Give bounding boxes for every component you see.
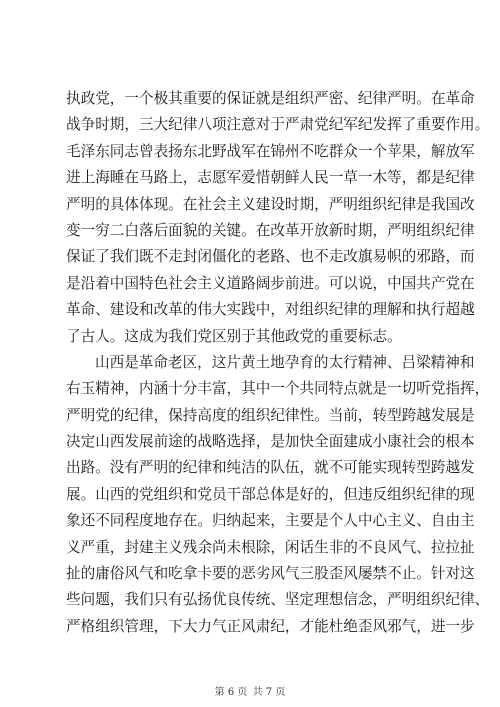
text-line: 革命、建设和改革的伟大实践中，对组织纪律的理解和执行超越: [66, 301, 475, 319]
text-line: 严明党的纪律，保持高度的组织纪律性。当前，转型跨越发展是: [66, 406, 475, 424]
text-line: 山西是革命老区，这片黄土地孕育的太行精神、吕梁精神和: [95, 353, 475, 371]
body-text: [66, 86, 490, 640]
text-line: 变一穷二白落后面貌的关键。在改革开放新时期，严明组织纪律: [66, 221, 475, 239]
text-line: 义严重，封建主义残余尚未根除，闲话生非的不良风气、拉拉扯: [66, 538, 475, 556]
text-line: 保证了我们既不走封闭僵化的老路、也不走改旗易帜的邪路，而: [66, 248, 475, 266]
text-line: 进上海睡在马路上，志愿军爱惜朝鲜人民一草一木等，都是纪律: [66, 169, 475, 187]
text-line: 象还不同程度地存在。归纳起来，主要是个人中心主义、自由主: [66, 512, 475, 530]
text-line: 战争时期，三大纪律八项注意对于严肃党纪军纪发挥了重要作用。: [66, 116, 490, 134]
page-number: 第 6 页: [214, 687, 248, 698]
text-line: 扯的庸俗风气和吃拿卡要的恶劣风气三股歪风屡禁不止。针对这: [66, 565, 475, 583]
page-footer: [0, 683, 500, 698]
text-line: 些问题，我们只有弘扬优良传统、坚定理想信念，严明组织纪律、: [66, 591, 490, 609]
text-line: 了古人。这成为我们党区别于其他政党的重要标志。: [66, 327, 402, 345]
text-line: 决定山西发展前途的战略选择，是加快全面建成小康社会的根本: [66, 433, 475, 451]
text-line: 出路。没有严明的纪律和纯洁的队伍，就不可能实现转型跨越发: [66, 459, 475, 477]
paragraph-1: [66, 86, 490, 350]
text-line: 展。山西的党组织和党员干部总体是好的，但违反组织纪律的现: [66, 485, 475, 503]
text-line: 毛泽东同志曾表扬东北野战军在锦州不吃群众一个苹果，解放军: [66, 142, 475, 160]
page-total: 共 7 页: [252, 687, 286, 698]
text-line: 严格组织管理，下大力气正风肃纪，才能杜绝歪风邪气，进一步: [66, 617, 475, 635]
text-line: 右玉精神，内涵十分丰富，其中一个共同特点就是一切听党指挥，: [66, 380, 490, 398]
text-line: 严明的具体体现。在社会主义建设时期，严明组织纪律是我国改: [66, 195, 475, 213]
text-line: 是沿着中国特色社会主义道路阔步前进。可以说，中国共产党在: [66, 274, 475, 292]
paragraph-2: [66, 350, 490, 640]
text-line: 执政党，一个极其重要的保证就是组织严密、纪律严明。在革命: [66, 90, 475, 107]
